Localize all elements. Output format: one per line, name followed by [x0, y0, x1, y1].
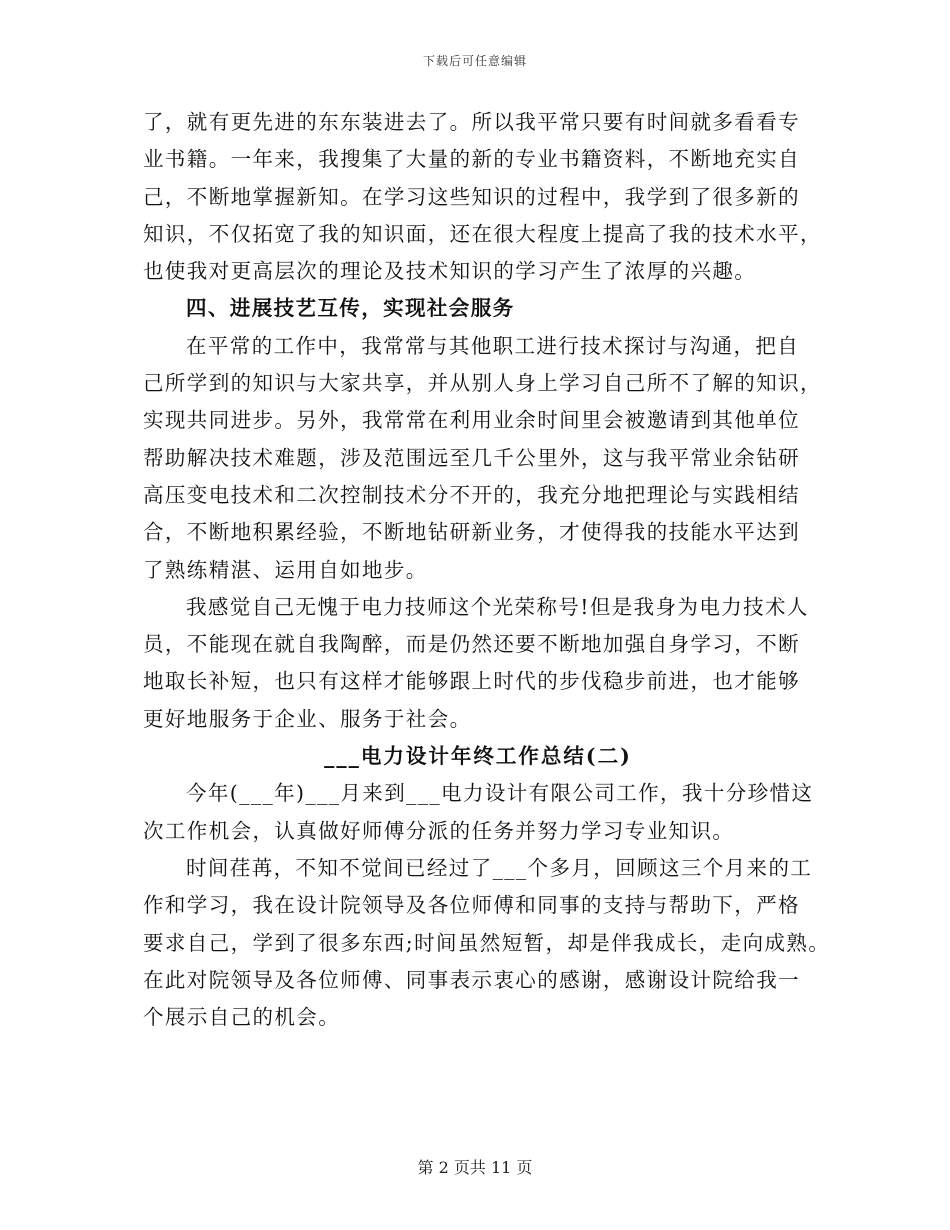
document-title: ___电力设计年终工作总结(二) [324, 744, 632, 769]
text-line: 合，不断地积累经验，不断地钻研新业务，才使得我的技能水平达到 [143, 520, 800, 545]
text-line: 要求自己，学到了很多东西;时间虽然短暂，却是伴我成长，走向成熟。 [143, 930, 831, 955]
text-line: 知识，不仅拓宽了我的知识面，还在很大程度上提高了我的技术水平， [143, 221, 822, 246]
text-line: 实现共同进步。另外，我常常在利用业余时间里会被邀请到其他单位 [143, 408, 800, 433]
page-header: 下载后可任意编辑 [422, 54, 527, 68]
section-heading: 四、进展技艺互传，实现社会服务 [186, 296, 515, 321]
text-line: 我感觉自己无愧于电力技师这个光荣称号!但是我身为电力技术人 [186, 594, 809, 619]
text-line: 在此对院领导及各位师傅、同事表示衷心的感谢，感谢设计院给我一 [143, 967, 800, 992]
text-line: 也使我对更高层次的理论及技术知识的学习产生了浓厚的兴趣。 [143, 259, 757, 284]
text-line: 了熟练精湛、运用自如地步。 [143, 557, 428, 582]
text-line: 更好地服务于企业、服务于社会。 [143, 706, 472, 731]
text-line: 高压变电技术和二次控制技术分不开的，我充分地把理论与实践相结 [143, 482, 800, 507]
page-footer: 第 2 页共 11 页 [417, 1158, 533, 1177]
text-line: 作和学习，我在设计院领导及各位师傅和同事的支持与帮助下，严格 [143, 893, 800, 918]
text-line: 帮助解决技术难题，涉及范围远至几千公里外，这与我平常业余钻研 [143, 445, 800, 470]
text-line: 己所学到的知识与大家共享，并从别人身上学习自己所不了解的知识， [143, 371, 822, 396]
text-line: 今年(___年)___月来到___电力设计有限公司工作，我十分珍惜这 [186, 781, 814, 806]
document-body [143, 104, 831, 1036]
text-line: 个展示自己的机会。 [143, 1005, 341, 1030]
text-line: 时间荏苒，不知不觉间已经过了___个多月，回顾这三个月来的工 [186, 855, 813, 880]
text-line: 己，不断地掌握新知。在学习这些知识的过程中，我学到了很多新的 [143, 184, 800, 209]
text-line: 员，不能现在就自我陶醉，而是仍然还要不断地加强自身学习，不断 [143, 632, 800, 657]
text-line: 地取长补短，也只有这样才能够跟上时代的步伐稳步前进，也才能够 [143, 669, 800, 694]
text-line: 了，就有更先进的东东装进去了。所以我平常只要有时间就多看看专 [143, 110, 800, 134]
text-line: 业书籍。一年来，我搜集了大量的新的专业书籍资料，不断地充实自 [143, 147, 800, 172]
text-line: 在平常的工作中，我常常与其他职工进行技术探讨与沟通，把自 [186, 333, 800, 358]
text-line: 次工作机会，认真做好师傅分派的任务并努力学习专业知识。 [143, 818, 735, 843]
